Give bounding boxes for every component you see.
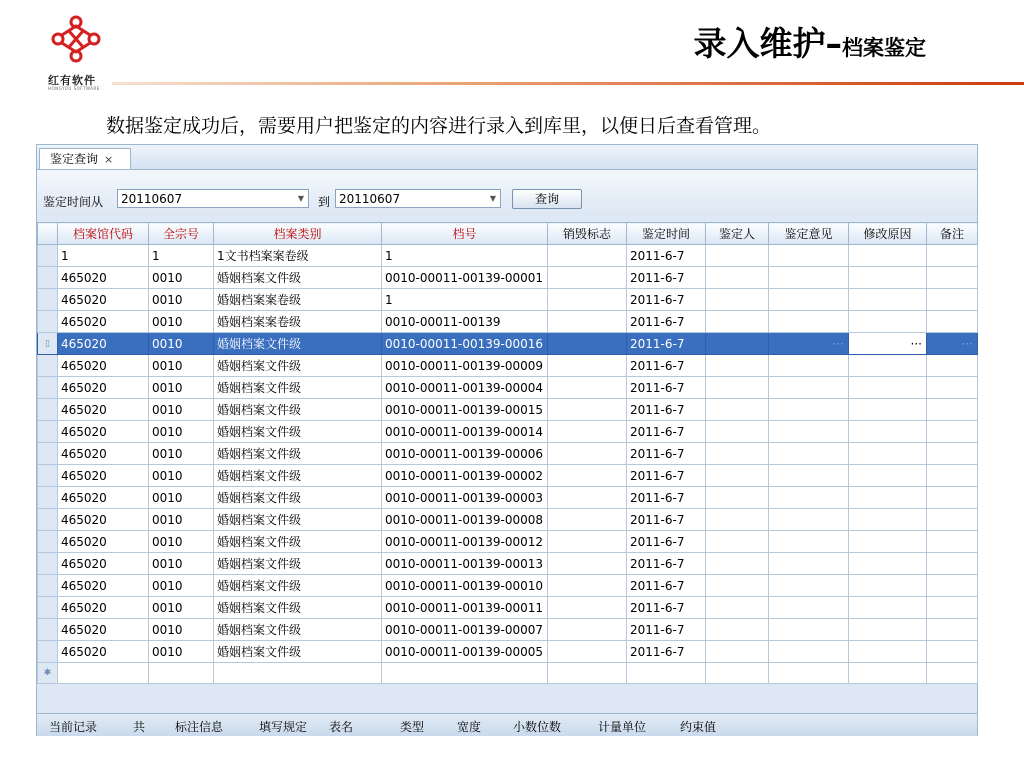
table-cell[interactable]: 婚姻档案案卷级 <box>214 311 382 333</box>
table-cell[interactable]: 0010 <box>149 399 214 421</box>
tab-appraisal-query[interactable] <box>39 148 131 169</box>
new-record-row[interactable] <box>38 663 978 684</box>
table-row[interactable] <box>38 267 978 289</box>
table-cell[interactable] <box>706 553 769 575</box>
table-cell[interactable]: 465020 <box>58 355 149 377</box>
row-indicator[interactable] <box>38 267 58 289</box>
row-indicator[interactable] <box>38 245 58 267</box>
table-cell[interactable] <box>769 465 849 487</box>
table-cell[interactable] <box>927 377 978 399</box>
table-cell[interactable] <box>548 575 627 597</box>
slide-title-main: 录入维护– <box>693 24 842 63</box>
status-unit: 计量单位 <box>598 720 647 734</box>
table-cell[interactable] <box>548 421 627 443</box>
table-row[interactable] <box>38 333 978 355</box>
table-row[interactable] <box>38 377 978 399</box>
table-cell[interactable] <box>769 641 849 663</box>
row-indicator[interactable] <box>38 443 58 465</box>
row-indicator[interactable] <box>38 421 58 443</box>
table-cell[interactable]: 2011-6-7 <box>627 509 706 531</box>
column-header[interactable]: 鉴定时间 <box>627 223 706 245</box>
table-cell[interactable] <box>548 663 627 684</box>
table-cell[interactable] <box>769 575 849 597</box>
table-cell[interactable] <box>706 311 769 333</box>
table-cell[interactable] <box>548 509 627 531</box>
table-cell[interactable]: 465020 <box>58 619 149 641</box>
table-cell[interactable]: 0010 <box>149 465 214 487</box>
table-cell[interactable] <box>927 619 978 641</box>
table-cell[interactable]: 465020 <box>58 443 149 465</box>
table-cell[interactable]: 0010 <box>149 619 214 641</box>
table-cell[interactable]: 0010-00011-00139-00016 <box>382 333 548 355</box>
table-cell[interactable] <box>849 399 927 421</box>
table-cell[interactable] <box>706 333 769 355</box>
table-cell[interactable] <box>706 377 769 399</box>
table-row[interactable] <box>38 443 978 465</box>
table-cell[interactable] <box>548 487 627 509</box>
column-header[interactable]: 修改原因 <box>849 223 927 245</box>
table-cell[interactable]: 1 <box>58 245 149 267</box>
table-cell[interactable] <box>927 663 978 684</box>
table-cell[interactable]: 465020 <box>58 289 149 311</box>
table-cell[interactable] <box>548 641 627 663</box>
table-cell[interactable] <box>927 509 978 531</box>
intro-text: 数据鉴定成功后，需要用户把鉴定的内容进行录入到库里，以便日后查看管理。 <box>106 115 772 137</box>
table-cell[interactable] <box>58 663 149 684</box>
table-cell[interactable]: 0010 <box>149 421 214 443</box>
table-cell[interactable] <box>849 531 927 553</box>
table-cell[interactable]: 婚姻档案文件级 <box>214 267 382 289</box>
table-cell[interactable] <box>214 663 382 684</box>
table-cell[interactable]: ··· <box>849 333 927 355</box>
table-cell[interactable]: 0010 <box>149 575 214 597</box>
table-cell[interactable]: 2011-6-7 <box>627 553 706 575</box>
row-indicator[interactable] <box>38 289 58 311</box>
table-cell[interactable] <box>706 399 769 421</box>
table-cell[interactable] <box>927 641 978 663</box>
table-cell[interactable]: 0010 <box>149 311 214 333</box>
table-row[interactable] <box>38 465 978 487</box>
table-row[interactable] <box>38 509 978 531</box>
table-cell[interactable] <box>706 289 769 311</box>
table-cell[interactable]: 0010-00011-00139-00003 <box>382 487 548 509</box>
column-header[interactable]: 鉴定人 <box>706 223 769 245</box>
table-cell[interactable]: 0010-00011-00139-00011 <box>382 597 548 619</box>
table-cell[interactable] <box>849 443 927 465</box>
status-decimals: 小数位数 <box>513 720 562 734</box>
table-cell[interactable]: 婚姻档案文件级 <box>214 487 382 509</box>
table-cell[interactable] <box>769 509 849 531</box>
table-cell[interactable]: 0010-00011-00139-00004 <box>382 377 548 399</box>
table-cell[interactable]: 婚姻档案文件级 <box>214 597 382 619</box>
table-cell[interactable]: 0010-00011-00139-00015 <box>382 399 548 421</box>
table-cell[interactable] <box>849 311 927 333</box>
status-annotation: 标注信息 <box>175 720 224 734</box>
table-cell[interactable]: 465020 <box>58 421 149 443</box>
row-indicator[interactable] <box>38 531 58 553</box>
table-cell[interactable] <box>849 267 927 289</box>
from-date-value: 20110607 <box>121 192 183 206</box>
table-cell[interactable]: 2011-6-7 <box>627 443 706 465</box>
slide-title <box>694 18 927 65</box>
table-cell[interactable] <box>769 421 849 443</box>
table-cell[interactable] <box>927 553 978 575</box>
table-cell[interactable] <box>548 267 627 289</box>
table-cell[interactable]: 婚姻档案文件级 <box>214 355 382 377</box>
table-row[interactable] <box>38 553 978 575</box>
table-cell[interactable] <box>769 531 849 553</box>
table-cell[interactable] <box>706 487 769 509</box>
status-total: 共 <box>133 720 146 734</box>
row-indicator[interactable] <box>38 487 58 509</box>
table-cell[interactable]: 465020 <box>58 575 149 597</box>
table-cell[interactable]: 0010 <box>149 531 214 553</box>
app-window <box>36 144 978 736</box>
table-cell[interactable] <box>849 619 927 641</box>
table-row[interactable] <box>38 575 978 597</box>
table-cell[interactable] <box>548 619 627 641</box>
knot-logo-icon <box>50 14 102 64</box>
table-cell[interactable]: 465020 <box>58 311 149 333</box>
table-cell[interactable]: 465020 <box>58 377 149 399</box>
table-cell[interactable]: 0010-00011-00139 <box>382 311 548 333</box>
header-divider <box>112 82 1024 85</box>
table-cell[interactable] <box>706 597 769 619</box>
table-cell[interactable] <box>849 465 927 487</box>
table-cell[interactable]: 0010 <box>149 509 214 531</box>
table-row[interactable] <box>38 641 978 663</box>
table-cell[interactable]: 465020 <box>58 531 149 553</box>
table-cell[interactable]: 0010-00011-00139-00007 <box>382 619 548 641</box>
row-indicator[interactable] <box>38 597 58 619</box>
table-cell[interactable]: 465020 <box>58 553 149 575</box>
table-row[interactable] <box>38 619 978 641</box>
table-cell[interactable]: 2011-6-7 <box>627 465 706 487</box>
table-cell[interactable] <box>849 597 927 619</box>
table-cell[interactable]: 465020 <box>58 399 149 421</box>
slide-title-sub: 档案鉴定 <box>842 36 926 60</box>
row-indicator[interactable] <box>38 509 58 531</box>
table-cell[interactable]: 1 <box>382 289 548 311</box>
appraisal-grid <box>37 222 978 684</box>
grid-header-row <box>38 223 978 245</box>
table-cell[interactable] <box>548 289 627 311</box>
table-cell[interactable]: 0010 <box>149 377 214 399</box>
table-cell[interactable] <box>769 487 849 509</box>
table-cell[interactable]: 婚姻档案文件级 <box>214 531 382 553</box>
table-cell[interactable] <box>927 465 978 487</box>
table-cell[interactable]: ··· <box>927 333 978 355</box>
table-cell[interactable] <box>706 509 769 531</box>
table-cell[interactable] <box>706 663 769 684</box>
table-row[interactable] <box>38 531 978 553</box>
table-cell[interactable] <box>927 597 978 619</box>
table-row[interactable] <box>38 245 978 267</box>
table-cell[interactable] <box>706 465 769 487</box>
table-cell[interactable] <box>769 553 849 575</box>
table-cell[interactable] <box>706 355 769 377</box>
table-cell[interactable] <box>769 377 849 399</box>
table-cell[interactable]: 婚姻档案文件级 <box>214 509 382 531</box>
table-cell[interactable] <box>927 443 978 465</box>
table-cell[interactable] <box>706 443 769 465</box>
table-cell[interactable] <box>548 245 627 267</box>
table-cell[interactable]: 2011-6-7 <box>627 641 706 663</box>
tab-close-icon[interactable]: × <box>104 153 114 166</box>
table-cell[interactable]: 465020 <box>58 509 149 531</box>
table-cell[interactable]: 婚姻档案文件级 <box>214 421 382 443</box>
table-cell[interactable]: 婚姻档案文件级 <box>214 641 382 663</box>
table-cell[interactable]: 婚姻档案文件级 <box>214 553 382 575</box>
table-cell[interactable]: 0010 <box>149 355 214 377</box>
table-cell[interactable] <box>849 377 927 399</box>
table-cell[interactable]: 婚姻档案文件级 <box>214 377 382 399</box>
row-indicator-header <box>38 223 58 245</box>
table-cell[interactable]: 0010 <box>149 333 214 355</box>
table-cell[interactable]: 0010-00011-00139-00005 <box>382 641 548 663</box>
table-cell[interactable]: 2011-6-7 <box>627 421 706 443</box>
query-button[interactable]: 查询 <box>512 189 582 209</box>
table-cell[interactable]: 0010 <box>149 443 214 465</box>
table-cell[interactable] <box>548 465 627 487</box>
table-cell[interactable]: 0010-00011-00139-00001 <box>382 267 548 289</box>
query-bar <box>37 170 977 212</box>
status-type: 类型 <box>400 720 425 734</box>
table-cell[interactable]: 0010-00011-00139-00006 <box>382 443 548 465</box>
new-row-icon[interactable]: ✱ <box>38 663 58 684</box>
status-bar <box>37 713 977 736</box>
table-cell[interactable]: 2011-6-7 <box>627 487 706 509</box>
table-cell[interactable] <box>769 619 849 641</box>
table-cell[interactable]: 465020 <box>58 597 149 619</box>
status-constraint: 约束值 <box>680 720 717 734</box>
table-cell[interactable]: 0010-00011-00139-00002 <box>382 465 548 487</box>
table-cell[interactable] <box>849 487 927 509</box>
table-cell[interactable]: 2011-6-7 <box>627 531 706 553</box>
column-header[interactable]: 鉴定意见 <box>769 223 849 245</box>
row-indicator[interactable] <box>38 399 58 421</box>
table-cell[interactable] <box>548 553 627 575</box>
table-cell[interactable] <box>149 663 214 684</box>
to-label: 到 <box>318 195 331 209</box>
table-cell[interactable] <box>548 443 627 465</box>
table-cell[interactable]: 2011-6-7 <box>627 311 706 333</box>
table-cell[interactable] <box>769 355 849 377</box>
table-cell[interactable] <box>849 245 927 267</box>
brand-subname: HONGYOU SOFTWARE <box>48 86 100 91</box>
table-cell[interactable] <box>769 289 849 311</box>
table-cell[interactable] <box>927 531 978 553</box>
table-cell[interactable]: ··· <box>769 333 849 355</box>
chevron-down-icon[interactable]: ▼ <box>297 194 304 203</box>
row-indicator[interactable] <box>38 575 58 597</box>
chevron-down-icon[interactable]: ▼ <box>489 194 496 203</box>
table-cell[interactable]: 1 <box>382 245 548 267</box>
table-cell[interactable]: 2011-6-7 <box>627 245 706 267</box>
table-cell[interactable] <box>927 289 978 311</box>
table-cell[interactable] <box>706 575 769 597</box>
table-cell[interactable]: 2011-6-7 <box>627 597 706 619</box>
table-cell[interactable] <box>706 245 769 267</box>
table-cell[interactable]: 0010-00011-00139-00014 <box>382 421 548 443</box>
column-header[interactable]: 档案馆代码 <box>58 223 149 245</box>
table-row[interactable] <box>38 487 978 509</box>
table-cell[interactable] <box>627 663 706 684</box>
status-width: 宽度 <box>457 720 482 734</box>
table-cell[interactable] <box>927 355 978 377</box>
brand-name: 红有软件 <box>48 74 96 87</box>
table-cell[interactable] <box>927 245 978 267</box>
table-cell[interactable]: 0010 <box>149 267 214 289</box>
table-cell[interactable]: 2011-6-7 <box>627 377 706 399</box>
table-cell[interactable]: 465020 <box>58 641 149 663</box>
table-cell[interactable]: 0010-00011-00139-00008 <box>382 509 548 531</box>
table-cell[interactable] <box>769 399 849 421</box>
row-indicator[interactable]: ▯ <box>38 333 58 355</box>
table-cell[interactable] <box>769 597 849 619</box>
table-cell[interactable] <box>927 311 978 333</box>
table-cell[interactable]: 0010 <box>149 553 214 575</box>
table-row[interactable] <box>38 399 978 421</box>
row-indicator[interactable] <box>38 355 58 377</box>
table-cell[interactable]: 1 <box>149 245 214 267</box>
table-cell[interactable] <box>927 421 978 443</box>
table-cell[interactable] <box>927 399 978 421</box>
to-date-value: 20110607 <box>339 192 401 206</box>
table-cell[interactable] <box>849 553 927 575</box>
table-cell[interactable]: 婚姻档案文件级 <box>214 443 382 465</box>
table-cell[interactable] <box>849 355 927 377</box>
table-cell[interactable]: 2011-6-7 <box>627 333 706 355</box>
table-cell[interactable]: 465020 <box>58 333 149 355</box>
table-cell[interactable] <box>927 267 978 289</box>
table-cell[interactable]: 0010-00011-00139-00012 <box>382 531 548 553</box>
table-cell[interactable] <box>849 289 927 311</box>
table-cell[interactable]: 婚姻档案文件级 <box>214 619 382 641</box>
company-logo <box>42 14 112 94</box>
table-cell[interactable]: 465020 <box>58 465 149 487</box>
row-indicator[interactable] <box>38 465 58 487</box>
table-row[interactable] <box>38 289 978 311</box>
from-date-field[interactable] <box>117 189 309 208</box>
table-cell[interactable]: 0010-00011-00139-00009 <box>382 355 548 377</box>
table-cell[interactable]: 2011-6-7 <box>627 399 706 421</box>
table-cell[interactable]: 2011-6-7 <box>627 619 706 641</box>
row-indicator[interactable] <box>38 619 58 641</box>
table-cell[interactable]: 婚姻档案文件级 <box>214 333 382 355</box>
column-header[interactable]: 档案类别 <box>214 223 382 245</box>
table-cell[interactable] <box>849 641 927 663</box>
table-row[interactable] <box>38 311 978 333</box>
table-cell[interactable] <box>849 421 927 443</box>
table-cell[interactable]: 2011-6-7 <box>627 267 706 289</box>
table-cell[interactable]: 1文书档案案卷级 <box>214 245 382 267</box>
table-cell[interactable]: 0010-00011-00139-00010 <box>382 575 548 597</box>
table-cell[interactable]: 婚姻档案文件级 <box>214 575 382 597</box>
table-cell[interactable] <box>849 509 927 531</box>
row-indicator[interactable] <box>38 641 58 663</box>
column-header[interactable]: 全宗号 <box>149 223 214 245</box>
table-cell[interactable] <box>927 575 978 597</box>
status-fill-rules: 填写规定 <box>259 720 308 734</box>
tab-label: 鉴定查询 <box>50 152 99 166</box>
table-cell[interactable] <box>769 245 849 267</box>
table-cell[interactable] <box>548 531 627 553</box>
table-cell[interactable] <box>849 575 927 597</box>
table-cell[interactable] <box>706 619 769 641</box>
table-cell[interactable]: 0010 <box>149 641 214 663</box>
table-cell[interactable] <box>769 443 849 465</box>
table-cell[interactable] <box>769 267 849 289</box>
table-cell[interactable]: 465020 <box>58 267 149 289</box>
table-cell[interactable] <box>927 487 978 509</box>
grid-body <box>38 245 978 684</box>
row-indicator[interactable] <box>38 377 58 399</box>
table-cell[interactable] <box>706 421 769 443</box>
table-cell[interactable]: 0010 <box>149 487 214 509</box>
to-date-field[interactable] <box>335 189 501 208</box>
row-indicator[interactable] <box>38 553 58 575</box>
table-cell[interactable] <box>548 377 627 399</box>
table-cell[interactable]: 婚姻档案案卷级 <box>214 289 382 311</box>
row-indicator[interactable] <box>38 311 58 333</box>
table-cell[interactable] <box>849 663 927 684</box>
table-cell[interactable] <box>706 641 769 663</box>
column-header[interactable]: 备注 <box>927 223 978 245</box>
status-current-record: 当前记录 <box>49 720 98 734</box>
from-label: 鉴定时间从 <box>43 195 104 209</box>
table-cell[interactable]: 0010 <box>149 597 214 619</box>
table-cell[interactable] <box>706 531 769 553</box>
table-cell[interactable] <box>382 663 548 684</box>
table-cell[interactable] <box>548 399 627 421</box>
table-cell[interactable]: 0010 <box>149 289 214 311</box>
table-row[interactable] <box>38 597 978 619</box>
table-cell[interactable] <box>769 663 849 684</box>
table-cell[interactable]: 2011-6-7 <box>627 575 706 597</box>
table-cell[interactable]: 2011-6-7 <box>627 355 706 377</box>
table-cell[interactable] <box>769 311 849 333</box>
table-cell[interactable]: 2011-6-7 <box>627 289 706 311</box>
table-cell[interactable]: 465020 <box>58 487 149 509</box>
status-table-name: 表名 <box>329 720 354 734</box>
table-cell[interactable]: 婚姻档案文件级 <box>214 399 382 421</box>
table-row[interactable] <box>38 421 978 443</box>
table-cell[interactable] <box>548 333 627 355</box>
table-row[interactable] <box>38 355 978 377</box>
table-cell[interactable] <box>548 597 627 619</box>
table-cell[interactable] <box>548 355 627 377</box>
table-cell[interactable] <box>548 311 627 333</box>
table-cell[interactable]: 婚姻档案文件级 <box>214 465 382 487</box>
column-header[interactable]: 销毁标志 <box>548 223 627 245</box>
tab-strip <box>37 145 977 170</box>
table-cell[interactable]: 0010-00011-00139-00013 <box>382 553 548 575</box>
table-cell[interactable] <box>706 267 769 289</box>
column-header[interactable]: 档号 <box>382 223 548 245</box>
